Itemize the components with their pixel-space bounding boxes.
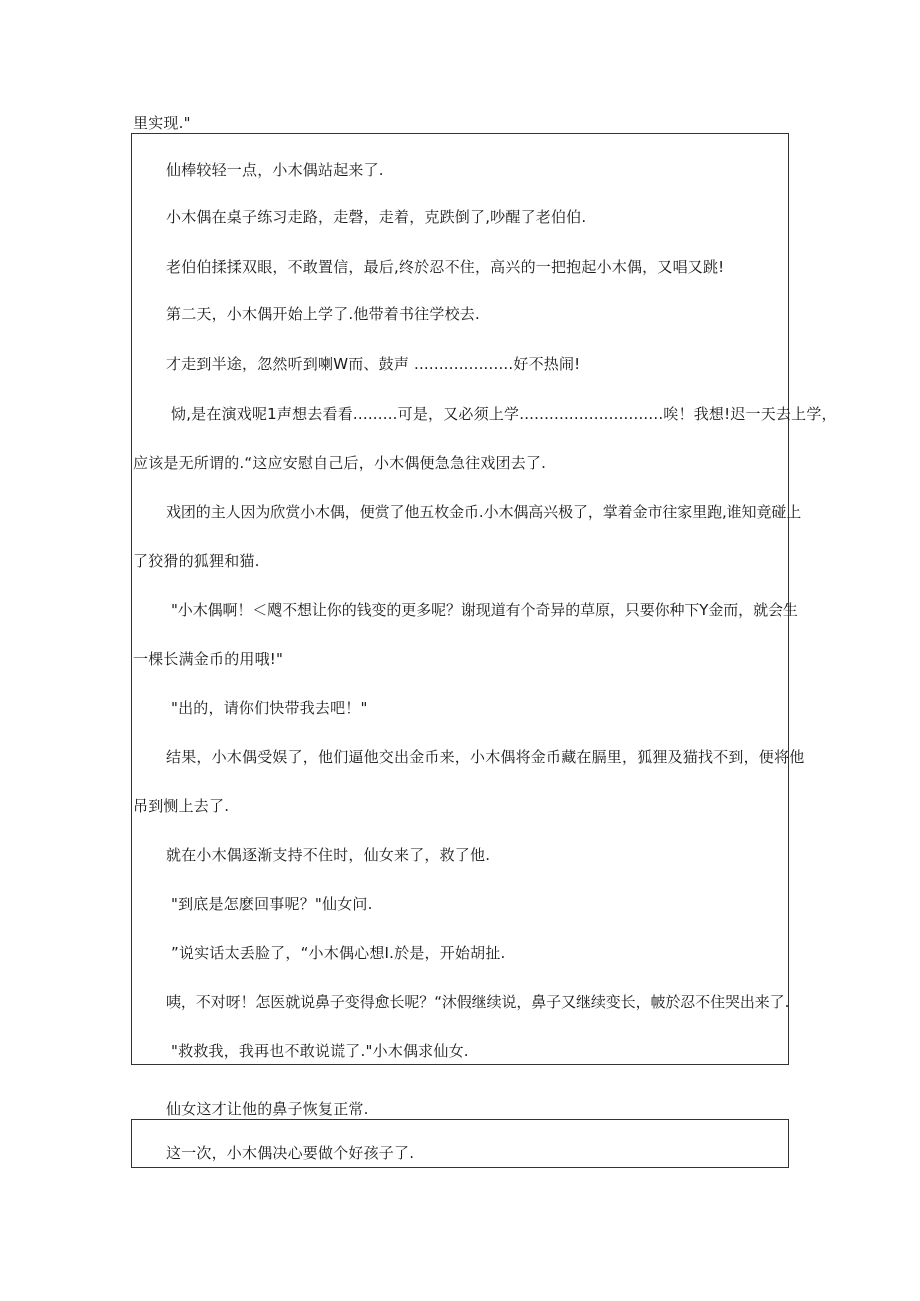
story-line: "到底是怎麽回事呢？"仙女问.	[171, 895, 373, 913]
story-line: 吊到恻上去了.	[133, 797, 230, 815]
story-line: 第二天，小木偶开始上学了.他带着书往学校去.	[166, 305, 480, 323]
story-line: 一棵长满金币的用哦!"	[133, 650, 284, 668]
middle-line: 仙女这才让他的鼻子恢复正常.	[166, 1100, 369, 1118]
story-line: 小木偶在桌子练习走路，走磬，走着，克跌倒了,吵醒了老伯伯.	[166, 208, 587, 226]
story-line: 才走到半途，忽然听到喇W而、鼓声 ....................好不热闹!	[166, 355, 581, 373]
story-line: 了狡猾的狐狸和猫.	[133, 552, 260, 570]
story-line: ”说实话太丢脸了，“小木偶心想I.於是，开始胡扯.	[171, 944, 506, 962]
story-line: 戏团的主人因为欣赏小木偶，便赏了他五枚金币.小木偶高兴极了，掌着金市往家里跑,谁知竟碰上	[166, 503, 802, 521]
continuation-line: 里实现."	[133, 114, 191, 132]
story-line: "出的，请你们快带我去吧！"	[171, 699, 368, 717]
story-line: "小木偶啊！＜飕不想让你的钱变的更多呢？谢现道有个奇异的草原，只要你种下Y金而，就会生	[171, 601, 798, 619]
story-line: 应该是无所谓的.“这应安慰自己后，小木偶便急急往戏团去了.	[133, 454, 547, 472]
story-line: 仙棒较轻一点，小木偶站起来了.	[166, 161, 384, 179]
story-line: 结果，小木偶受娱了，他们逼他交出金币来，小木偶将金币藏在膈里，狐狸及猫找不到，便将他	[166, 748, 805, 766]
story-line: 恸,是在演戏呢1声想去看看.........可是，又必须上学.............................唉！我想!迟一天去上学，	[171, 405, 837, 423]
story-line: 老伯伯揉揉双眼，不敢置信，最后,终於忍不住，高兴的一把抱起小木偶，又唱又跳!	[166, 258, 725, 276]
story-line: "救救我，我再也不敢说谎了."小木偶求仙女.	[171, 1042, 469, 1060]
final-line: 这一次，小木偶决心要做个好孩子了.	[166, 1144, 415, 1162]
story-line: 咦，不对呀！怎医就说鼻子变得愈长呢？“沐假继续说，鼻子又继续变长，帔於忍不住哭出来了.	[166, 993, 790, 1011]
story-line: 就在小木偶逐渐支持不住时，仙女来了，救了他.	[166, 846, 491, 864]
